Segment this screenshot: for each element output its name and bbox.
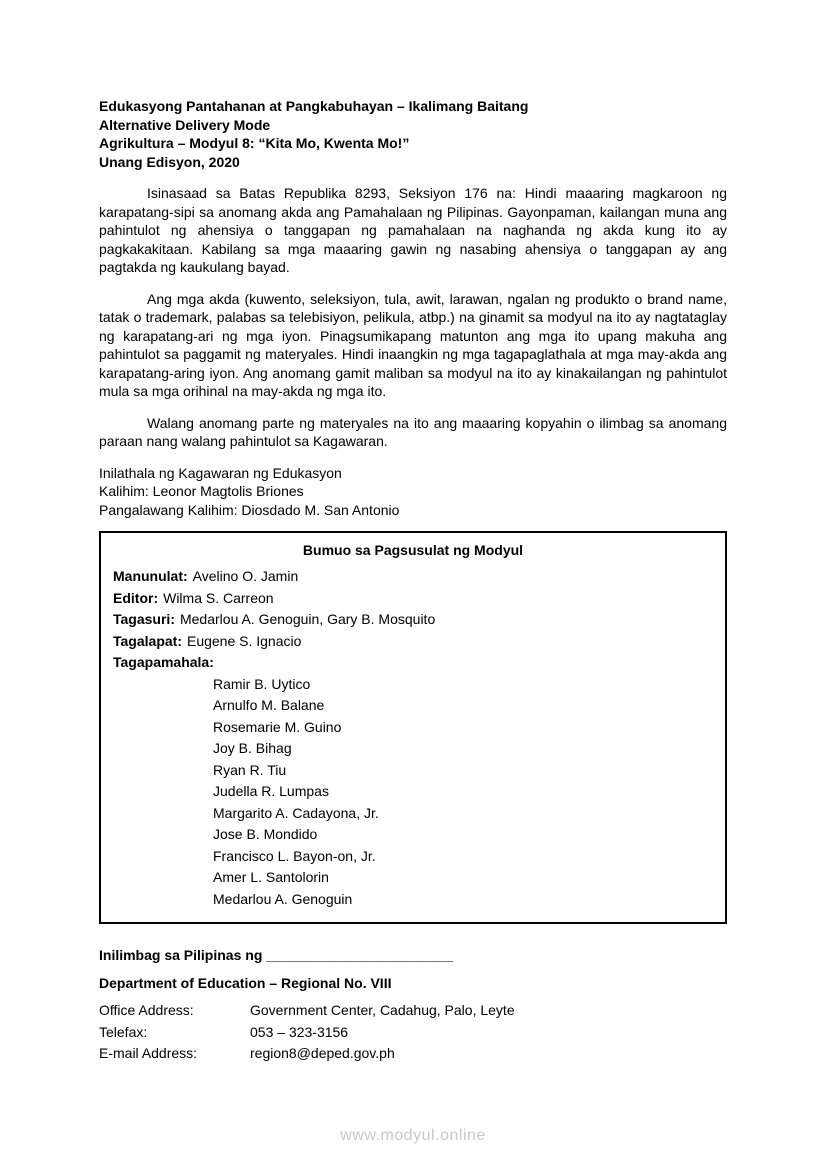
undersecretary-line: Pangalawang Kalihim: Diosdado M. San Antonio [99, 501, 400, 518]
role-editor-value: Wilma S. Carreon [163, 589, 274, 606]
manager-name: Rosemarie M. Guino [213, 718, 342, 735]
role-reviewer-label: Tagasuri: [113, 611, 175, 627]
printed-by-line: Inilimbag sa Pilipinas ng ________________________ [99, 947, 454, 963]
module-edition: Unang Edisyon, 2020 [99, 153, 240, 170]
module-header [99, 97, 727, 171]
development-team-box [99, 531, 727, 924]
office-address-label: Office Address: [99, 1002, 194, 1018]
manager-name: Joy B. Bihag [213, 740, 292, 756]
manager-name: Jose B. Mondido [213, 826, 318, 842]
role-layout-artist-label: Tagalapat: [113, 632, 182, 649]
module-title: Edukasyong Pantahanan at Pangkabuhayan – Ikalimang Baitang [99, 98, 529, 114]
copyright-paragraph-3: Walang anomang parte ng materyales na ito ang maaaring kopyahin o ilimbag sa anomang paraan nang walang pahintulot sa Kagawaran. [99, 414, 727, 449]
telefax-value: 053 – 323-3156 [250, 1023, 349, 1040]
office-address-value: Government Center, Cadahug, Palo, Leyte [250, 1002, 515, 1018]
role-writer-label: Manunulat: [113, 568, 188, 584]
manager-name: Amer L. Santolorin [213, 869, 329, 885]
contact-row-email [99, 1043, 727, 1065]
role-editor [113, 588, 713, 610]
publisher-line: Inilathala ng Kagawaran ng Edukasyon [99, 464, 342, 481]
role-writer [113, 566, 713, 588]
role-layout-artist-value: Eugene S. Ignacio [186, 632, 302, 649]
role-management-label: Tagapamahala: [113, 654, 214, 670]
manager-name: Judella R. Lumpas [213, 783, 329, 799]
regional-office-line: Department of Education – Regional No. VIII [99, 974, 392, 991]
manager-name: Margarito A. Cadayona, Jr. [213, 804, 379, 821]
email-value: region8@deped.gov.ph [250, 1045, 395, 1061]
manager-name: Arnulfo M. Balane [213, 697, 325, 713]
watermark: www.modyul.online [340, 1127, 486, 1144]
document-page [99, 97, 727, 1065]
telefax-label: Telefax: [99, 1023, 148, 1040]
copyright-paragraph-2: Ang mga akda (kuwento, seleksiyon, tula, awit, larawan, ngalan ng produkto o brand name, tatak o trademark, palabas sa telebisiyon, pelikula, atbp.) na ginamit sa modyul na ito ay nagtataglay ng karapatang-ari ng mga iyon. Pinagsumikapang matunton ang mga ito upang makuha ang pahintulot sa paggamit ng materyales. Hindi inaangkin ng mga tagapaglathala at mga may-akda ang karapatang-aring iyon. Ang anomang gamit maliban sa modyul na ito ay kinakailangan ng pahintulot mula sa mga orihinal na may-akda ng mga ito. [99, 290, 727, 399]
contact-row-office-address [99, 1000, 727, 1022]
module-subject-line: Agrikultura – Modyul 8: “Kita Mo, Kwenta Mo!” [99, 135, 410, 151]
manager-name: Ryan R. Tiu [213, 761, 287, 778]
publisher-block [99, 464, 727, 520]
role-reviewer [113, 609, 713, 631]
role-management [113, 652, 713, 674]
box-title: Bumuo sa Pagsusulat ng Modyul [302, 542, 524, 558]
module-delivery-mode: Alternative Delivery Mode [99, 116, 271, 133]
secretary-line: Kalihim: Leonor Magtolis Briones [99, 483, 304, 499]
manager-name: Medarlou A. Genoguin [213, 890, 353, 907]
manager-name: Francisco L. Bayon-on, Jr. [213, 847, 376, 864]
role-reviewer-value: Medarlou A. Genoguin, Gary B. Mosquito [179, 611, 436, 627]
copyright-paragraph-1: Isinasaad sa Batas Republika 8293, Seksiyon 176 na: Hindi maaaring magkaroon ng karapatang-sipi sa anomang akda ang Pamahalaan ng Pilipinas. Gayonpaman, kailangan muna ang pahintulot ng ahensiya o tanggapan ng pamahalaan na naghanda ng akda kung ito ay pagkakakitaan. Kabilang sa mga maaaring gawin ng nasabing ahensiya o tanggapan ay ang pagtakda ng kaukulang bayad. [99, 185, 727, 275]
management-team-list [113, 674, 713, 911]
manager-name: Ramir B. Uytico [213, 675, 311, 692]
email-label: E-mail Address: [99, 1045, 198, 1061]
role-writer-value: Avelino O. Jamin [192, 568, 299, 584]
contact-block [99, 1000, 727, 1065]
role-editor-label: Editor: [113, 589, 159, 606]
contact-row-telefax [99, 1022, 727, 1044]
role-layout-artist [113, 631, 713, 653]
